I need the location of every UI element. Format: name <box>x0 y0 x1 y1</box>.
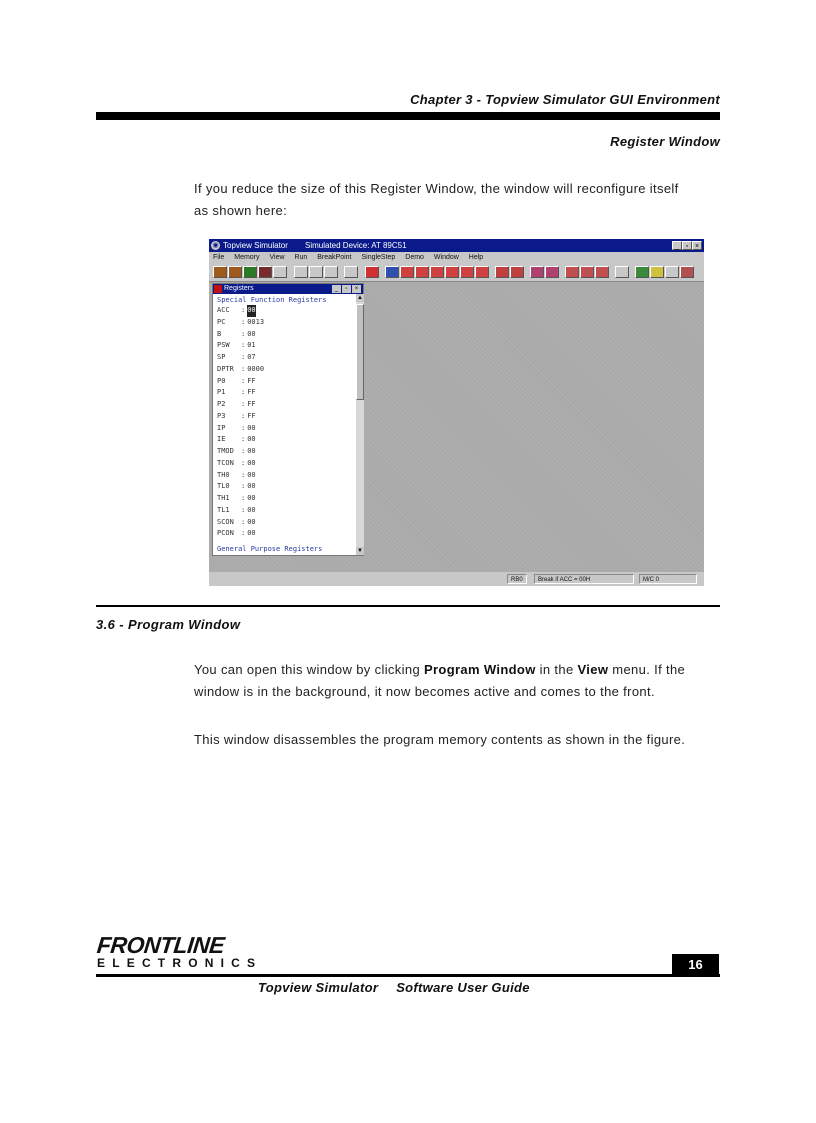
frontline-logo: FRONTLINE <box>95 932 226 958</box>
register-name: P1 <box>217 388 226 397</box>
p1-text-c: in the <box>535 662 578 677</box>
register-name: TH1 <box>217 494 230 502</box>
scroll-down-icon[interactable]: ▼ <box>357 548 363 554</box>
register-list <box>217 295 355 540</box>
register-separator: : <box>241 447 246 455</box>
register-name: DPTR <box>217 364 234 373</box>
register-row[interactable] <box>217 493 355 505</box>
toolbar-cut-icon[interactable] <box>294 266 308 278</box>
register-separator: : <box>241 505 246 514</box>
register-value[interactable]: 01 <box>247 341 256 350</box>
menu-demo[interactable]: Demo <box>405 254 424 261</box>
register-separator: : <box>241 376 246 385</box>
toolbar-key-icon[interactable] <box>580 266 594 278</box>
app-icon: ◉ <box>212 242 219 249</box>
intro-line-1: If you reduce the size of this Register Window, the window will reconfigure itself <box>194 181 679 196</box>
app-title: Topview Simulator <box>223 241 288 250</box>
toolbar-blank-icon[interactable] <box>615 266 629 278</box>
register-separator: : <box>241 494 246 502</box>
register-value[interactable]: 00 <box>247 329 256 338</box>
registers-titlebar <box>213 284 363 294</box>
register-separator: : <box>241 306 246 314</box>
program-window-paragraph <box>194 659 720 703</box>
register-row[interactable] <box>217 517 355 529</box>
register-row[interactable] <box>217 411 355 423</box>
register-separator: : <box>241 423 246 432</box>
toolbar-find-icon[interactable] <box>344 266 358 278</box>
section-rule <box>96 605 720 607</box>
register-name: ACC <box>217 306 230 314</box>
footer-doc-title <box>258 980 530 995</box>
sfr-header: Special Function Registers <box>217 296 327 304</box>
toolbar-context-icon[interactable] <box>665 266 679 278</box>
toolbar-led-icon[interactable] <box>565 266 579 278</box>
status-bank: RB0 <box>507 574 527 584</box>
status-bar <box>209 572 704 586</box>
toolbar-step-icon[interactable] <box>385 266 399 278</box>
menu-memory[interactable]: Memory <box>234 254 260 261</box>
toolbar-mem4-icon[interactable] <box>445 266 459 278</box>
footer-rule <box>96 974 720 977</box>
menu-breakpoint[interactable]: BreakPoint <box>317 254 352 261</box>
register-name: IP <box>217 423 226 432</box>
register-value[interactable]: 00 <box>247 447 256 455</box>
register-rows <box>217 305 355 540</box>
toolbar-run-icon[interactable] <box>365 266 379 278</box>
register-row[interactable] <box>217 329 355 341</box>
register-name: PSW <box>217 341 230 350</box>
disassemble-paragraph: This window disassembles the program memory contents as shown in the figure. <box>194 732 686 747</box>
register-value[interactable]: 0000 <box>247 364 265 373</box>
status-break: Break if ACC = 00H <box>534 574 634 584</box>
register-name: SCON <box>217 517 234 526</box>
menu-window[interactable]: Window <box>433 254 459 261</box>
toolbar-save-icon[interactable] <box>228 266 242 278</box>
register-separator: : <box>241 317 246 326</box>
toolbar-lcd-icon[interactable] <box>545 266 559 278</box>
register-separator: : <box>241 353 246 361</box>
page-number: 16 <box>672 954 719 976</box>
header-rule <box>96 112 720 120</box>
toolbar-help-icon[interactable] <box>650 266 664 278</box>
register-separator: : <box>241 470 246 479</box>
reg-minimize-icon[interactable]: _ <box>332 285 341 293</box>
minimize-icon[interactable]: _ <box>672 241 682 250</box>
device-label: Simulated Device: AT 89C51 <box>305 241 407 250</box>
register-separator: : <box>241 388 246 397</box>
toolbar-tool-icon[interactable] <box>635 266 649 278</box>
register-value[interactable]: 00 <box>247 435 256 444</box>
register-row[interactable] <box>217 481 355 493</box>
register-separator: : <box>241 364 246 373</box>
register-value[interactable]: 00 <box>247 423 256 432</box>
program-window-term: Program Window <box>424 662 536 677</box>
register-name: SP <box>217 353 226 361</box>
toolbar-mem1-icon[interactable] <box>400 266 414 278</box>
section-heading: 3.6 - Program Window <box>96 617 241 632</box>
toolbar-mem2-icon[interactable] <box>415 266 429 278</box>
register-value[interactable]: 00 <box>247 517 256 526</box>
app-titlebar <box>209 239 704 252</box>
toolbar-paste-icon[interactable] <box>324 266 338 278</box>
register-row[interactable] <box>217 376 355 388</box>
register-row[interactable] <box>217 340 355 352</box>
register-value[interactable]: FF <box>247 411 256 420</box>
register-row[interactable] <box>217 528 355 540</box>
register-row[interactable] <box>217 505 355 517</box>
register-window-screenshot <box>209 239 704 586</box>
register-name: PCON <box>217 529 234 538</box>
register-value[interactable]: FF <box>247 400 256 408</box>
registers-app-icon <box>214 285 222 293</box>
program-line-1 <box>194 659 720 681</box>
register-row[interactable] <box>217 423 355 435</box>
gpr-header: General Purpose Registers <box>217 545 323 553</box>
chapter-title: Chapter 3 - Topview Simulator GUI Environment <box>410 92 720 107</box>
register-row[interactable] <box>217 364 355 376</box>
registers-title: Registers <box>224 285 254 292</box>
register-row[interactable] <box>217 352 355 364</box>
register-row[interactable] <box>217 387 355 399</box>
register-value[interactable]: 07 <box>247 353 256 361</box>
p1-text-a: You can open this window by clicking <box>194 662 424 677</box>
register-row[interactable] <box>217 470 355 482</box>
register-name: TL1 <box>217 505 230 514</box>
intro-paragraph <box>194 178 720 222</box>
toolbar-mem3-icon[interactable] <box>430 266 444 278</box>
toolbar-adc-icon[interactable] <box>595 266 609 278</box>
close-icon[interactable]: × <box>692 241 702 250</box>
register-row[interactable] <box>217 399 355 411</box>
register-value[interactable]: 00 <box>247 482 256 491</box>
toolbar-timer-icon[interactable] <box>495 266 509 278</box>
register-value[interactable]: FF <box>247 388 256 397</box>
toolbar-open-icon[interactable] <box>213 266 227 278</box>
menu-help[interactable]: Help <box>468 254 484 261</box>
menu-view[interactable]: View <box>269 254 285 261</box>
register-name: TMOD <box>217 447 234 455</box>
register-value[interactable]: 00 <box>247 529 256 538</box>
toolbar <box>209 263 704 282</box>
view-menu-term: View <box>577 662 609 677</box>
register-separator: : <box>241 341 246 350</box>
toolbar-exit-icon[interactable] <box>680 266 694 278</box>
electronics-logo-text: ELECTRONICS <box>97 956 263 970</box>
toolbar-mem5-icon[interactable] <box>460 266 474 278</box>
toolbar-serial-icon[interactable] <box>510 266 524 278</box>
scroll-thumb[interactable] <box>356 304 364 400</box>
register-scrollbar[interactable] <box>356 294 364 555</box>
status-mode: M/C 0 <box>639 574 697 584</box>
register-row[interactable] <box>217 446 355 458</box>
register-value[interactable]: 00 <box>247 458 256 467</box>
register-separator: : <box>241 482 246 491</box>
register-separator: : <box>241 517 246 526</box>
toolbar-reload-icon[interactable] <box>258 266 272 278</box>
register-value[interactable]: 0013 <box>247 317 265 326</box>
footer-guide: Software User Guide <box>396 980 530 995</box>
register-row[interactable] <box>217 317 355 329</box>
restore-icon[interactable]: ▫ <box>682 241 692 250</box>
register-name: P3 <box>217 411 226 420</box>
p1-text-e: menu. If the <box>608 662 686 677</box>
register-name: P2 <box>217 400 226 408</box>
register-name: TCON <box>217 458 234 467</box>
toolbar-mem6-icon[interactable] <box>475 266 489 278</box>
register-name: TL0 <box>217 482 230 491</box>
reg-maximize-icon[interactable]: ▫ <box>342 285 351 293</box>
reg-close-icon[interactable]: × <box>352 285 361 293</box>
register-row[interactable] <box>217 434 355 446</box>
toolbar-port-icon[interactable] <box>530 266 544 278</box>
intro-line-2: as shown here: <box>194 203 288 218</box>
section-subtitle: Register Window <box>610 134 720 149</box>
register-separator: : <box>241 400 246 408</box>
register-separator: : <box>241 458 246 467</box>
register-separator: : <box>241 411 246 420</box>
register-row[interactable] <box>217 305 355 317</box>
register-row[interactable] <box>217 458 355 470</box>
toolbar-copy-icon[interactable] <box>309 266 323 278</box>
register-separator: : <box>241 529 246 538</box>
register-name: IE <box>217 435 226 444</box>
menu-bar <box>209 252 704 263</box>
footer-product: Topview Simulator <box>258 980 379 995</box>
register-value[interactable]: 00 <box>247 305 255 317</box>
toolbar-button-icon[interactable] <box>273 266 287 278</box>
menu-run[interactable]: Run <box>294 254 308 261</box>
register-name: TH0 <box>217 470 230 479</box>
register-value[interactable]: 00 <box>247 494 256 502</box>
program-line-2: window is in the background, it now becomes active and comes to the front. <box>194 684 655 699</box>
registers-window[interactable] <box>212 283 364 556</box>
register-name: B <box>217 329 222 338</box>
toolbar-load-icon[interactable] <box>243 266 257 278</box>
register-name: PC <box>217 317 226 326</box>
menu-singlestep[interactable]: SingleStep <box>361 254 396 261</box>
register-value[interactable]: 00 <box>247 470 256 479</box>
register-separator: : <box>241 329 246 338</box>
register-name: P0 <box>217 376 226 385</box>
menu-file[interactable]: File <box>213 254 225 261</box>
register-separator: : <box>241 435 246 444</box>
scroll-up-icon[interactable]: ▲ <box>357 295 363 301</box>
register-value[interactable]: 00 <box>247 505 256 514</box>
register-value[interactable]: FF <box>247 376 256 385</box>
